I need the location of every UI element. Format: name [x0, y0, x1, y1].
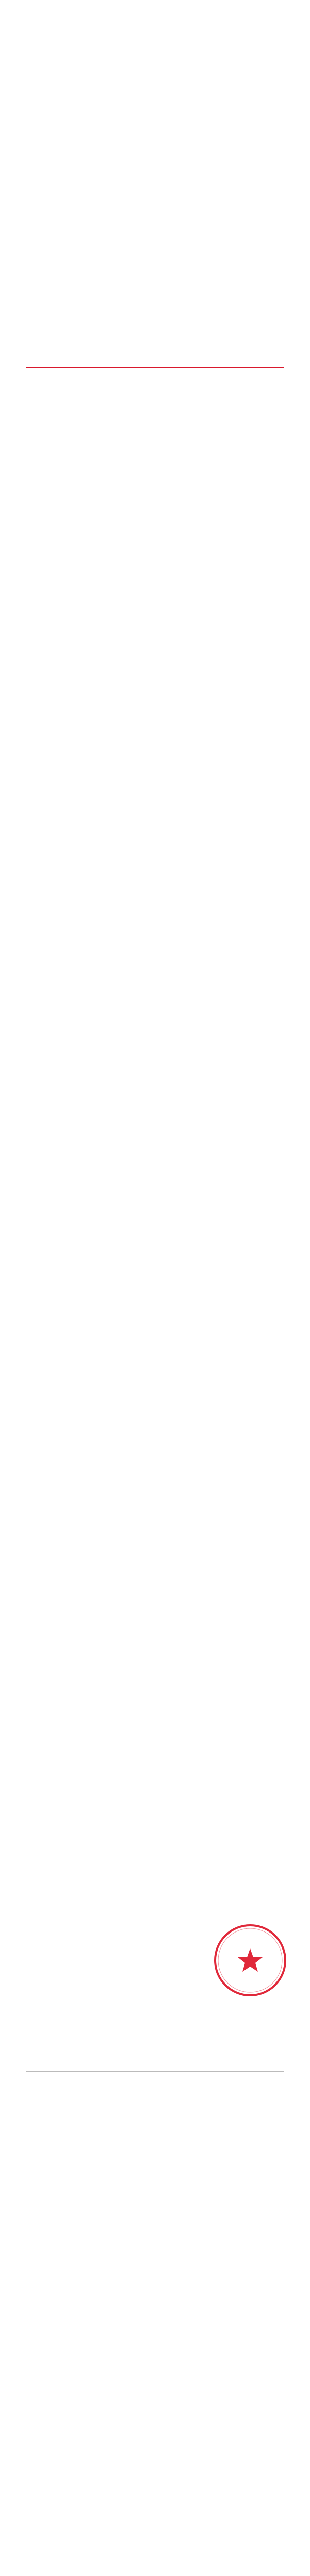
header-red-rule	[26, 367, 284, 368]
official-seal-icon	[211, 1922, 289, 1999]
document-header-title	[0, 296, 310, 329]
document-number	[0, 350, 310, 361]
section-divider	[26, 2071, 284, 2072]
